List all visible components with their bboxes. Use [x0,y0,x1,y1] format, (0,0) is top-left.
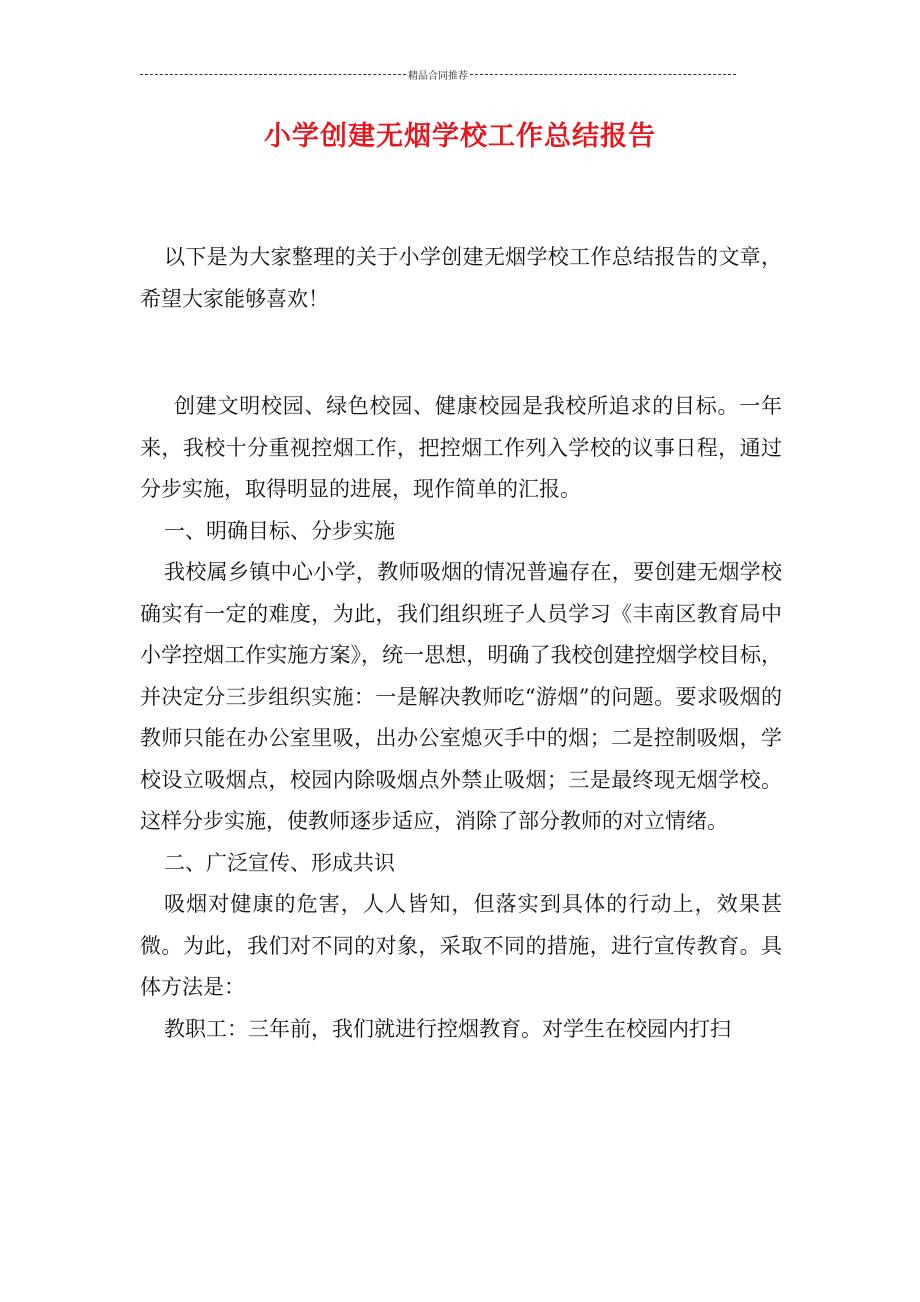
document-title: 小学创建无烟学校工作总结报告 [264,121,656,152]
header-dashed-rule-right [470,74,736,75]
body-paragraph: 吸烟对健康的危害，人人皆知，但落实到具体的行动上，效果甚微。为此，我们对不同的对象，采取不同的措施，进行宣传教育。具体方法是： [140,892,782,999]
page-header [140,67,736,81]
header-label: 精品合同推荐 [408,70,468,82]
section-heading: 二、广泛宣传、形成共识 [164,850,395,875]
header-dashed-rule-left [140,74,406,75]
body-paragraph: 教职工：三年前，我们就进行控烟教育。对学生在校园内打扫 [164,1016,731,1041]
document-body [140,237,782,1050]
body-paragraph: 我校属乡镇中心小学，教师吸烟的情况普遍存在，要创建无烟学校确实有一定的难度，为此，我们组织班子人员学习《丰南区教育局中小学控烟工作实施方案》，统一思想，明确了我校创建控烟学校目标，并决定分三步组织实施：一是解决教师吃“游烟”的问题。要求吸烟的教师只能在办公室里吸，出办公室熄灭手中的烟；二是控制吸烟，学校设立吸烟点，校园内除吸烟点外禁止吸烟；三是最终现无烟学校。这样分步实施，使教师逐步适应，消除了部分教师的对立情绪。 [140,560,782,833]
body-paragraph: 创建文明校园、绿色校园、健康校园是我校所追求的目标。一年来，我校十分重视控烟工作，把控烟工作列入学校的议事日程，通过分步实施，取得明显的进展，现作简单的汇报。 [140,394,782,501]
section-heading: 一、明确目标、分步实施 [164,518,395,543]
intro-paragraph: 以下是为大家整理的关于小学创建无烟学校工作总结报告的文章，希望大家能够喜欢！ [140,245,782,311]
